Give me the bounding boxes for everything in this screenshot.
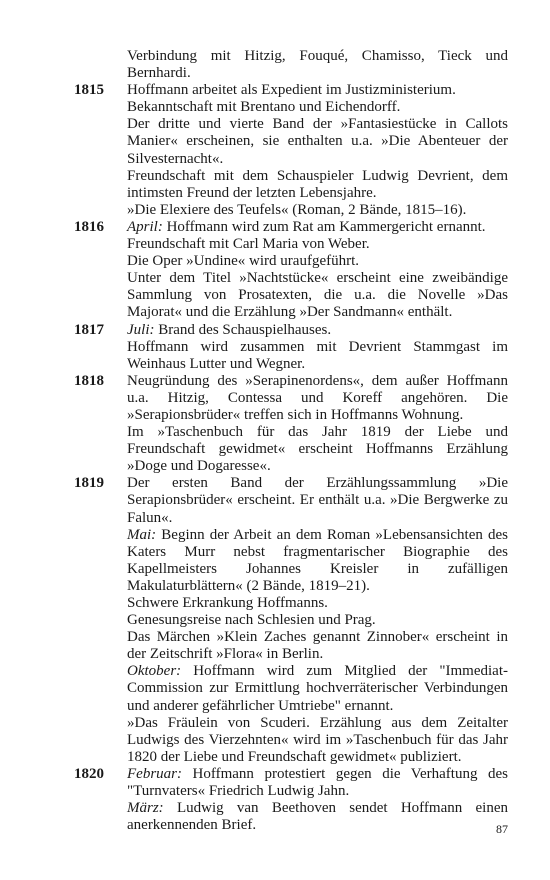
chronology-entry (74, 219, 508, 322)
entry-year: 1819 (74, 475, 104, 492)
entry-paragraph (127, 168, 508, 202)
paragraph-text: »Die Elexiere des Teufels« (Roman, 2 Bände, 1815–16). (127, 201, 467, 218)
entry-content (127, 322, 508, 373)
entry-paragraph (127, 715, 508, 766)
entry-paragraph (127, 373, 508, 424)
paragraph-text: Das Märchen »Klein Zaches genannt Zinnober« erscheint in der Zeitschrift »Flora« in Berlin. (127, 629, 508, 663)
chronology-entry (74, 373, 508, 476)
entry-paragraph (127, 99, 508, 116)
paragraph-text: Hoffmann wird zusammen mit Devrient Stammgast im Weinhaus Lutter und Wegner. (127, 338, 508, 372)
paragraph-text: Hoffmann protestiert gegen die Verhaftung des "Turnvaters« Friedrich Ludwig Jahn. (127, 765, 508, 800)
entry-content (127, 373, 508, 476)
entry-paragraph (127, 595, 508, 612)
date-lead: Mai: (127, 526, 157, 543)
paragraph-text: Brand des Schauspielhauses. (154, 321, 332, 338)
chronology-page (74, 48, 508, 834)
paragraph-text: Hoffmann wird zum Mitglied der "Immediat-Commission zur Ermittlung hochverräterischer Verbindungen und anderer gefährlicher Umtriebe" ernannt. (127, 663, 508, 714)
paragraph-text: Die Oper »Undine« wird uraufgeführt. (127, 253, 360, 270)
entry-paragraph (127, 424, 508, 475)
paragraph-text: »Das Fräulein von Scuderi. Erzählung aus dem Zeitalter Ludwigs des Vierzehnten« wird im »Taschenbuch für das Jahr 1820 der Liebe und Freundschaft gewidmet« publiziert. (127, 714, 508, 765)
chronology-entry (74, 322, 508, 373)
entry-paragraph (127, 339, 508, 373)
entry-paragraph (127, 116, 508, 167)
entry-content (127, 48, 508, 82)
entry-paragraph (127, 663, 508, 714)
entry-paragraph (127, 48, 508, 82)
paragraph-text: Hoffmann arbeitet als Expedient im Justizministerium. (127, 82, 456, 99)
paragraph-text: Neugründung des »Serapinenordens«, dem außer Hoffmann u.a. Hitzig, Contessa und Koreff angehören. Die »Serapionsbrüder« treffen sich in Hoffmanns Wohnung. (127, 372, 508, 423)
paragraph-text: Beginn der Arbeit an dem Roman »Lebensansichten des Katers Murr nebst fragmentarischer Biographie des Kapellmeisters Johannes Kreisler in zufälligen Makulaturblättern« (2 Bände, 1819–21). (127, 526, 508, 594)
paragraph-text: Freundschaft mit Carl Maria von Weber. (127, 236, 370, 253)
date-lead: April: (127, 218, 163, 235)
entry-year: 1816 (74, 218, 104, 235)
paragraph-text: Der dritte und vierte Band der »Fantasiestücke in Callots Manier« erscheinen, sie enthalten u.a. »Die Abenteuer der Silvesternacht«. (127, 116, 508, 167)
entry-paragraph (127, 253, 508, 270)
date-lead: Februar: (127, 765, 182, 782)
chronology-entry (74, 475, 508, 766)
entry-year: 1818 (74, 372, 104, 389)
paragraph-text: Im »Taschenbuch für das Jahr 1819 der Liebe und Freundschaft gewidmet« erscheint Hoffmanns Erzählung »Doge und Dogaresse«. (127, 424, 508, 475)
paragraph-text: Bekanntschaft mit Brentano und Eichendorff. (127, 99, 401, 116)
entry-year: 1815 (74, 82, 104, 99)
paragraph-text: Hoffmann wird zum Rat am Kammergericht ernannt. (162, 218, 486, 235)
paragraph-text: Verbindung mit Hitzig, Fouqué, Chamisso, Tieck und Bernhardi. (127, 48, 508, 82)
entry-paragraph (127, 202, 508, 219)
entry-paragraph (127, 527, 508, 595)
paragraph-text: Ludwig van Beethoven sendet Hoffmann einen anerkennenden Brief. (127, 800, 508, 834)
paragraph-text: Schwere Erkrankung Hoffmanns. (127, 595, 328, 611)
entry-content (127, 82, 508, 219)
paragraph-text: Der ersten Band der Erzählungssammlung »Die Serapionsbrüder« erscheint. Er enthält u.a. »Die Bergwerke zu Falun«. (127, 475, 508, 526)
entry-content (127, 219, 508, 322)
entry-paragraph (127, 612, 508, 629)
page-number: 87 (496, 822, 508, 836)
entry-paragraph (127, 475, 508, 526)
date-lead: Oktober: (127, 663, 182, 680)
chronology-entry (74, 48, 508, 82)
date-lead: März: (127, 800, 164, 817)
entry-year: 1820 (74, 765, 104, 782)
entry-paragraph (127, 629, 508, 663)
entry-paragraph (127, 766, 508, 800)
entry-year: 1817 (74, 321, 104, 338)
entry-content (127, 475, 508, 766)
paragraph-text: Freundschaft mit dem Schauspieler Ludwig Devrient, dem intimsten Freund der letzten Lebensjahre. (127, 167, 508, 201)
entry-paragraph (127, 82, 508, 99)
entry-paragraph (127, 219, 508, 236)
chronology-entry (74, 82, 508, 219)
entry-paragraph (127, 322, 508, 339)
entry-paragraph (127, 236, 508, 253)
paragraph-text: Unter dem Titel »Nachtstücke« erscheint eine zweibändige Sammlung von Prosatexten, die u.a. die Novelle »Das Majorat« und die Erzählung »Der Sandmann« enthält. (127, 270, 508, 321)
entry-paragraph (127, 270, 508, 321)
date-lead: Juli: (127, 321, 155, 338)
paragraph-text: Genesungsreise nach Schlesien und Prag. (127, 612, 376, 629)
